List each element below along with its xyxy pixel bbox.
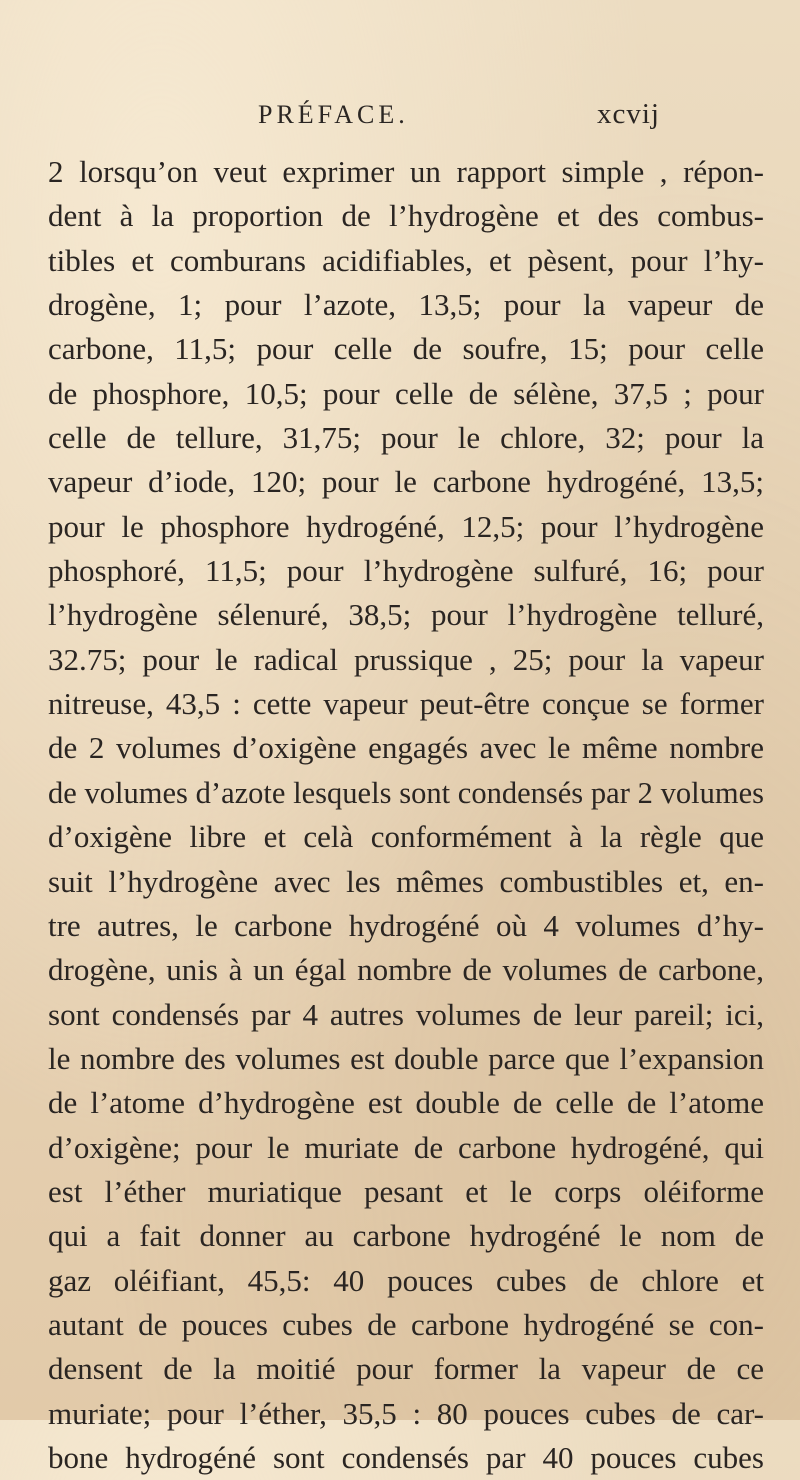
body-text [48,150,764,1480]
text-line: est l’éther muriatique pesant et le corps oléiforme [48,1173,764,1209]
text-line: l’hydrogène sélenuré, 38,5; pour l’hydrogène telluré, [48,597,764,633]
text-line: celle de tellure, 31,75; pour le chlore, 32; pour la [48,420,764,456]
text-line: de 2 volumes d’oxigène engagés avec le même nombre [48,730,764,766]
text-line: gaz oléifiant, 45,5: 40 pouces cubes de chlore et [48,1262,764,1298]
page-number: xcvij [597,98,660,130]
text-line: tibles et comburans acidifiables, et pèsent, pour l’hy- [48,242,764,278]
text-line: qui a fait donner au carbone hydrogéné le nom de [48,1218,764,1254]
text-line: le nombre des volumes est double parce que l’expansion [48,1040,764,1076]
text-line: de phosphore, 10,5; pour celle de sélène, 37,5 ; pour [48,375,764,411]
text-line: autant de pouces cubes de carbone hydrogéné se con- [48,1306,764,1342]
text-line: de volumes d’azote lesquels sont condensés par 2 volumes [48,775,764,810]
text-line: dent à la proportion de l’hydrogène et des combus- [48,198,764,234]
text-line: densent de la moitié pour former la vapeur de ce [48,1351,764,1387]
text-line: bone hydrogéné sont condensés par 40 pouces cubes [48,1439,764,1475]
text-line: 32.75; pour le radical prussique , 25; pour la vapeur [48,641,764,677]
text-line: suit l’hydrogène avec les mêmes combustibles et, en- [48,863,764,899]
text-line: 2 lorsqu’on veut exprimer un rapport simple , répon- [48,154,764,189]
text-line: d’oxigène libre et celà conformément à la règle que [48,819,764,855]
text-line: d’oxigène; pour le muriate de carbone hydrogéné, qui [48,1129,764,1165]
page-header [0,100,800,140]
text-line: pour le phosphore hydrogéné, 12,5; pour l’hydrogène [48,508,764,544]
text-line: tre autres, le carbone hydrogéné où 4 volumes d’hy- [48,907,764,943]
running-title: PRÉFACE. [258,100,409,129]
text-line: phosphoré, 11,5; pour l’hydrogène sulfuré, 16; pour [48,553,764,589]
text-line: vapeur d’iode, 120; pour le carbone hydrogéné, 13,5; [48,464,764,500]
text-line: drogène, 1; pour l’azote, 13,5; pour la vapeur de [48,287,764,323]
text-line: de l’atome d’hydrogène est double de celle de l’atome [48,1085,764,1121]
text-line: muriate; pour l’éther, 35,5 : 80 pouces cubes de car- [48,1395,764,1431]
text-line: sont condensés par 4 autres volumes de leur pareil; ici, [48,996,764,1032]
text-line: nitreuse, 43,5 : cette vapeur peut-être conçue se former [48,686,764,722]
text-line: carbone, 11,5; pour celle de soufre, 15; pour celle [48,331,764,367]
text-line: drogène, unis à un égal nombre de volumes de carbone, [48,952,764,988]
